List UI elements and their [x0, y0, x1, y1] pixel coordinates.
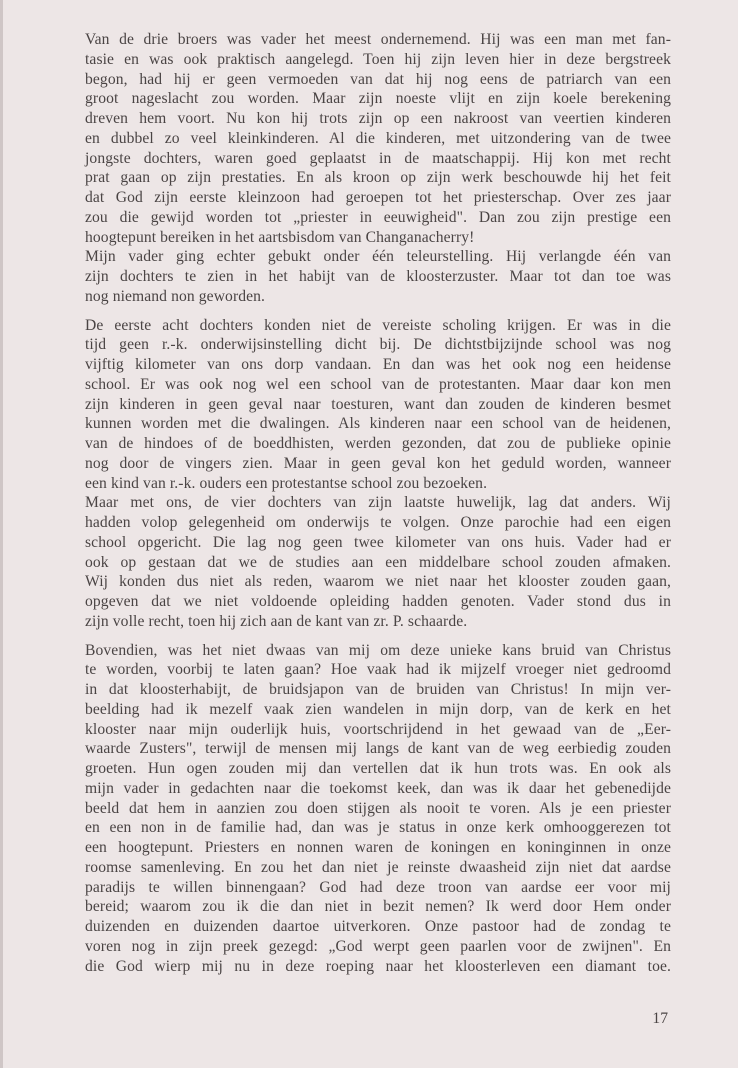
text-line: kunnen worden met die dwalingen. Als kinderen naar een school van de heidenen,: [85, 415, 671, 433]
text-line: mijn vader in gedachten naar die toekomst keek, dan was ik daar het gebenedijde: [85, 779, 671, 797]
text-line: tasie en was ook praktisch aangelegd. Toen hij zijn leven hier in deze bergstreek: [85, 50, 671, 68]
page-body: [85, 30, 671, 976]
text-line: zijn volle recht, toen hij zich aan de kant van zr. P. schaarde.: [85, 612, 468, 630]
text-line: jongste dochters, waren goed geplaatst in de maatschappij. Hij kon met recht: [85, 149, 671, 167]
text-line: nog door de vingers zien. Maar in geen geval kon het geduld worden, wanneer: [85, 454, 671, 472]
text-line: een kind van r.-k. ouders een protestantse school zou bezoeken.: [85, 474, 488, 492]
paragraph: [85, 641, 671, 977]
text-line: hadden volop gelegenheid om onderwijs te volgen. Onze parochie had een eigen: [85, 514, 671, 531]
text-line: paradijs te willen binnengaan? God had deze troon van aardse eer voor mij: [85, 878, 671, 896]
text-line: roomse samenleving. En zou het dan niet je reinste dwaasheid zijn niet dat aardse: [85, 858, 671, 876]
text-line: klooster naar mijn ouderlijk huis, voortschrijdend in het gewaad van de „Eer-: [85, 720, 671, 738]
text-line: dreven hem voort. Nu kon hij trots zijn op een nakroost van veertien kinderen: [85, 110, 671, 127]
text-line: hoogtepunt bereiken in het aartsbisdom van Changanacherry!: [85, 228, 475, 246]
text-line: tijd geen r.-k. onderwijsinstelling dicht bij. De dichtstbijzijnde school was nog: [85, 336, 671, 354]
text-line: zou die gewijd worden tot „priester in eeuwigheid". Dan zou zijn prestige een: [85, 208, 671, 226]
text-line: dat God zijn eerste kleinzoon had geroepen tot het priesterschap. Over zes jaar: [85, 189, 671, 206]
text-line: ook op gestaan dat we de studies aan een middelbare school zouden afmaken.: [85, 553, 671, 571]
scan-edge: [0, 0, 3, 1068]
paragraph: [85, 316, 671, 494]
text-line: een hoogtepunt. Priesters en nonnen waren de koningen en koninginnen in onze: [85, 839, 671, 856]
text-line: voren nog in zijn preek gezegd: „God werpt geen paarlen voor de zwijnen". En: [85, 937, 671, 955]
text-line: beelding had ik mezelf vaak zien wandelen in mijn dorp, van de kerk en het: [85, 700, 671, 718]
text-line: en dubbel zo veel kleinkinderen. Al die kinderen, met uitzondering van de twee: [85, 129, 671, 147]
text-line: en een non in de familie had, dan was je status in onze kerk omhooggerezen tot: [85, 819, 671, 837]
text-line: Wij konden dus niet als reden, waarom we niet naar het klooster zouden gaan,: [85, 573, 671, 591]
text-line: school opgericht. Die lag nog geen twee kilometer van ons huis. Vader had er: [85, 533, 671, 551]
text-line: school. Er was ook nog wel een school van de protestanten. Maar daar kon men: [85, 375, 671, 393]
text-line: Mijn vader ging echter gebukt onder één teleurstelling. Hij verlangde één van: [85, 248, 671, 266]
text-line: waarde Zusters", terwijl de mensen mij langs de kant van de weg eerbiedig zouden: [85, 740, 671, 758]
paragraph: [85, 30, 671, 247]
text-line: Bovendien, was het niet dwaas van mij om deze unieke kans bruid van Christus: [85, 641, 671, 659]
text-line: bereid; waarom zou ik die dan niet in bezit nemen? Ik werd door Hem onder: [85, 898, 671, 916]
text-line: groot nageslacht zou worden. Maar zijn noeste vlijt en zijn koele berekening: [85, 90, 671, 108]
text-line: die God wierp mij nu in deze roeping naar het kloosterleven een diamant toe.: [85, 957, 671, 975]
text-line: te worden, voorbij te laten gaan? Hoe vaak had ik mijzelf vroeger niet gedroomd: [85, 661, 671, 679]
text-line: groeten. Hun ogen zouden mij dan vertellen dat ik hun trots was. En ook als: [85, 760, 671, 777]
text-line: duizenden en duizenden daartoe uitverkoren. Onze pastoor had de zondag te: [85, 918, 671, 935]
page-number: 17: [652, 1010, 668, 1027]
text-line: zijn kinderen in geen geval naar toesturen, want dan zouden de kinderen besmet: [85, 395, 671, 413]
text-line: vijftig kilometer van ons dorp vandaan. En dan was het ook nog een heidense: [85, 356, 671, 373]
text-line: opgeven dat we niet voldoende opleiding hadden genoten. Vader stond dus in: [85, 593, 671, 610]
text-line: zijn dochters te zien in het habijt van de kloosterzuster. Maar tot dan toe was: [85, 268, 671, 285]
paragraph: [85, 247, 671, 306]
text-line: beeld dat hem in aanzien zou doen stijgen als nooit te voren. Als je een priester: [85, 799, 671, 817]
text-line: nog niemand non geworden.: [85, 287, 266, 305]
text-line: in dat kloosterhabijt, de bruidsjapon van de bruiden van Christus! In mijn ver-: [85, 681, 671, 698]
text-line: van de hindoes of de boeddhisten, werden gezonden, dat zou de publieke opinie: [85, 435, 671, 452]
text-line: Maar met ons, de vier dochters van zijn laatste huwelijk, lag dat anders. Wij: [85, 494, 671, 512]
text-line: Van de drie broers was vader het meest ondernemend. Hij was een man met fan-: [85, 31, 671, 48]
paragraph: [85, 493, 671, 631]
text-line: begon, had hij er geen vermoeden van dat hij nog eens de patriarch van een: [85, 70, 671, 88]
text-line: prat gaan op zijn prestaties. En als kroon op zijn werk beschouwde hij het feit: [85, 169, 671, 187]
text-line: De eerste acht dochters konden niet de vereiste scholing krijgen. Er was in die: [85, 316, 671, 334]
